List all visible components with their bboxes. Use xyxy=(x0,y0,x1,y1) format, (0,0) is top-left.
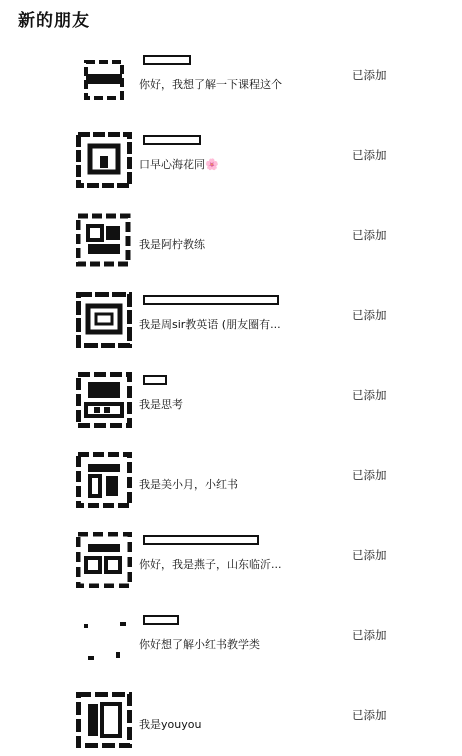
avatar-icon[interactable] xyxy=(76,292,132,348)
friend-message: 我是美小月，小红书 xyxy=(139,478,238,491)
added-status: 已添加 xyxy=(352,548,387,562)
friend-row[interactable] xyxy=(0,196,462,276)
friend-row[interactable] xyxy=(0,436,462,516)
friend-name-redacted xyxy=(143,133,201,147)
friend-row[interactable] xyxy=(0,276,462,356)
friend-message: 你好，我是燕子，山东临沂... xyxy=(139,558,282,571)
friend-row[interactable] xyxy=(0,676,462,756)
friend-message: 我是思考 xyxy=(139,398,183,411)
avatar-icon[interactable] xyxy=(76,372,132,428)
avatar-icon[interactable] xyxy=(76,452,132,508)
avatar-icon[interactable] xyxy=(76,212,132,268)
friend-message: 我是youyou xyxy=(139,718,202,731)
friend-message: 你好想了解小红书教学类 xyxy=(139,638,260,651)
added-status: 已添加 xyxy=(352,468,387,482)
friend-name-redacted xyxy=(143,613,179,627)
avatar-icon[interactable] xyxy=(76,132,132,188)
added-status: 已添加 xyxy=(352,708,387,722)
avatar-icon[interactable] xyxy=(76,612,132,668)
friend-message: 你好，我想了解一下课程这个 xyxy=(139,78,282,91)
added-status: 已添加 xyxy=(352,228,387,242)
friend-name-redacted xyxy=(143,533,259,547)
friend-list xyxy=(0,36,462,743)
avatar-icon[interactable] xyxy=(76,52,132,108)
page-title: 新的朋友 xyxy=(18,11,90,31)
friend-name-redacted xyxy=(143,373,167,387)
friend-message: 口早心海花同🌸 xyxy=(139,158,219,171)
added-status: 已添加 xyxy=(352,628,387,642)
avatar-icon[interactable] xyxy=(76,692,132,748)
friend-row[interactable] xyxy=(0,596,462,676)
friend-row[interactable] xyxy=(0,516,462,596)
added-status: 已添加 xyxy=(352,388,387,402)
friend-message: 我是周sir教英语 (朋友圈有... xyxy=(139,318,281,331)
friend-name-redacted xyxy=(143,53,191,67)
friend-row[interactable] xyxy=(0,356,462,436)
added-status: 已添加 xyxy=(352,308,387,322)
friend-row[interactable] xyxy=(0,36,462,116)
friend-message: 我是阿柠教练 xyxy=(139,238,205,251)
friend-name-redacted xyxy=(143,293,279,307)
friend-row[interactable] xyxy=(0,116,462,196)
added-status: 已添加 xyxy=(352,68,387,82)
avatar-icon[interactable] xyxy=(76,532,132,588)
added-status: 已添加 xyxy=(352,148,387,162)
